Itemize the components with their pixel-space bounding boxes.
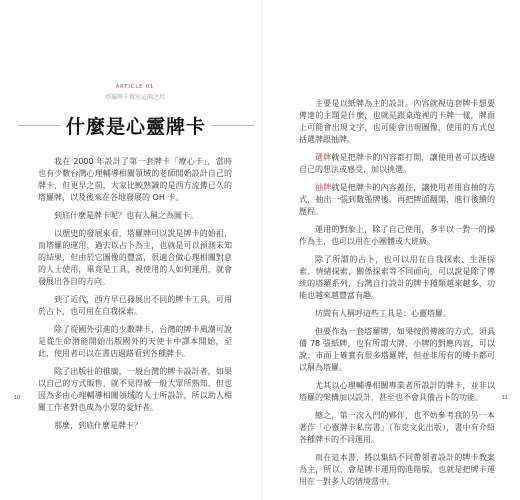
series-label: 塔羅牌卡教室這兩之后: [104, 94, 165, 101]
paragraph: 除了所謂的占卜，也可以用在自我探索、生涯探索、情緒探索、關係探索等不同面向，可以說是除了傳統的塔羅系列，台灣自行設計的牌卡種類越來越多，功能也越來越豐富有趣。: [299, 255, 495, 300]
title-rule-left: [18, 125, 60, 126]
paragraph: 總之，第一次入門的夥伴，也不妨參考我的另一本著作「心靈牌卡私房書」（布克文化出版），書中有介紹各種牌卡的不同運用。: [299, 411, 495, 444]
paragraph: 運用的對象上，除了自己使用，多半以一對一的操作為主，也可以用在小團體或大班級。: [299, 225, 495, 246]
highlight-term: 抽牌: [315, 183, 332, 192]
paragraph-text: 就是把牌卡的內容蓋住，讓使用者用盲抽的方式，抽出一張到數張牌後，再把牌面翻開，進行後續的歷程。: [299, 183, 496, 216]
paragraph: 除了出版社的推廣，一般台灣的牌卡設計者，如果以自己的方式販售，就不見得被一般大眾所熟知，但也因為多由心理輔導相關領域的人士所設計，所以助人相關工作者對也成為小眾的愛好者。: [38, 367, 232, 412]
paragraph: 那麼，到底什麼是牌卡？: [54, 421, 142, 430]
paragraph: 除了從國外引進的少數牌卡，台灣的牌卡風潮可說是從生命潛能開始出版國外的天使卡中譯本開始，至此，使用者可以在書店過路看到各種牌卡。: [38, 325, 232, 358]
paragraph: 但要作為一套塔羅牌，如果按照傳統的方式，須具備 78 張紙牌，也有所謂大牌、小牌的對應內容，可以說：市面上確實有很多塔羅牌，但並非所有的牌卡都可以稱為塔羅。: [299, 327, 495, 372]
chapter-header: [20, 84, 250, 101]
paragraph: 到了近代，西方早已發展出不同的牌卡工具，可用於占卜，也可用在自我探索。: [38, 295, 232, 316]
paragraph: 到底什麼是牌卡呢？也有人稱之為圖卡。: [54, 211, 198, 220]
paragraph: 以歷史的發展來看，塔羅牌可以說是牌卡的始祖，而塔羅的運用，過去以占卜為主，也就是可以預測未知的結果，但由於它圖像的豐富，很適合做心理相關對意的人士使用，畢竟是工具，視使用的人如何運用，就會發展出各自的方向。: [38, 229, 232, 286]
paragraph: 主要是以紙牌為主的設計。內容就視這套牌卡想要傳達的主題是什麼，也就是跟桌遊裡的卡牌一樣，牌面上可能會出現文字，也可能會出現圖像，使用的方式包括選牌跟抽牌。: [299, 99, 495, 144]
title-rule-right: [212, 125, 254, 126]
highlight-term: 選牌: [315, 153, 332, 162]
title-row: [18, 112, 254, 139]
paragraph: 坊間有人稱呼這些工具是：心靈塔羅。: [315, 309, 451, 318]
paragraph: [299, 182, 495, 218]
page-title: 什麼是心靈牌卡: [66, 116, 207, 138]
paragraph: [299, 152, 495, 176]
left-body: [38, 156, 232, 438]
paragraph: 尤其以心理輔導相關專業者所設計的牌卡，並非以塔羅的架構加以設計，甚至也不會具備占卜的功能。: [299, 381, 495, 402]
paragraph: 我在 2000 年設計了第一套牌卡「療心卡」，當時也有少數台灣心理輔導相關領域的老師開始設計自己的牌卡，但更早之前，大家比較熟識的是西方流傳已久的塔羅牌，以及後來在各地發展的 OH 卡。: [38, 157, 232, 202]
paragraph: 而在這本書，將以集結不同帶領者設計的牌卡教案為主，所以，會是牌卡運用的進階版，也就是把牌卡運用在一對多人的情境當中。: [299, 453, 495, 486]
right-body: [299, 98, 495, 494]
article-number: ARTICLE 01: [115, 84, 155, 90]
paragraph-text: 就是把牌卡的內容都打開，讓使用者可以透過自己的想法或感受，加以挑選。: [299, 153, 496, 174]
page-number-left: 10: [14, 395, 21, 401]
right-page: [262, 0, 520, 500]
page-number-right: 11: [501, 395, 508, 401]
